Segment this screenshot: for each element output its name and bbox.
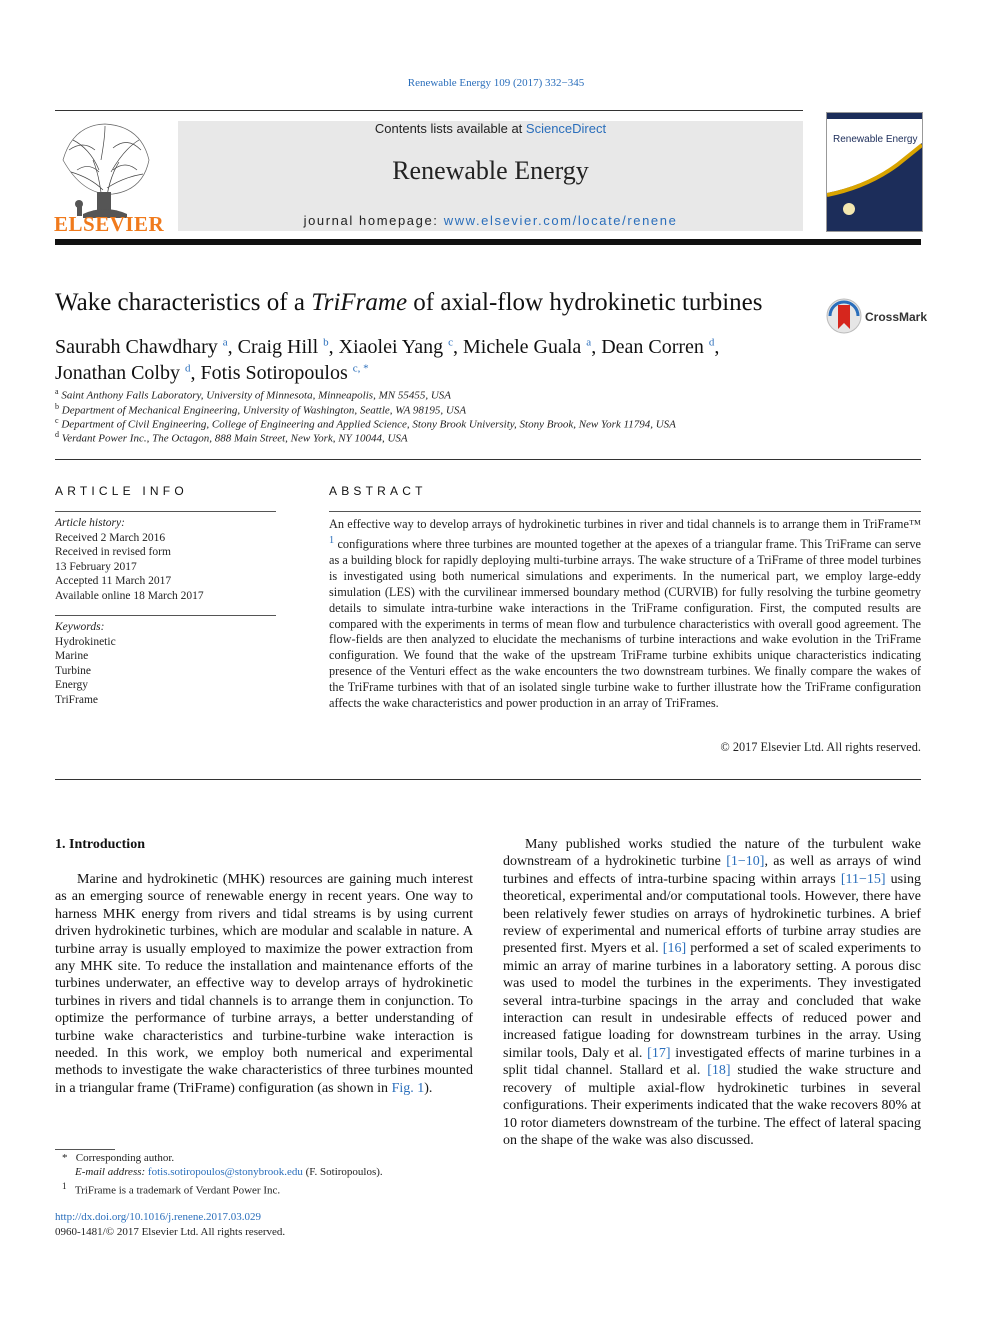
divider bbox=[55, 459, 921, 460]
article-history bbox=[55, 516, 204, 603]
author-affil-link[interactable]: c bbox=[448, 336, 454, 348]
keyword: Hydrokinetic bbox=[55, 635, 116, 648]
header-thick-rule bbox=[55, 239, 921, 245]
author: Dean Corren $^d$, bbox=[601, 335, 720, 358]
contents-line bbox=[178, 121, 803, 136]
homepage-prefix: journal homepage: bbox=[303, 213, 444, 228]
footnote-rule bbox=[55, 1149, 115, 1150]
citation-link[interactable]: [11−15] bbox=[840, 871, 886, 887]
author: Michele Guala $^a$, bbox=[463, 335, 602, 358]
email-link[interactable]: fotis.sotiropoulos@stonybrook.edu bbox=[147, 1166, 303, 1178]
citation-link[interactable]: [16] bbox=[662, 941, 687, 957]
author: Jonathan Colby $^d$, bbox=[55, 362, 201, 385]
doi-link[interactable]: http://dx.doi.org/10.1016/j.renene.2017.03.029 bbox=[55, 1211, 262, 1223]
affiliation: $^a$ Saint Anthony Falls Laboratory, University of Minnesota, Minneapolis, MN 55455, USA bbox=[55, 387, 451, 402]
author: Saurabh Chawdhary $^a$, bbox=[55, 335, 238, 358]
keyword: Marine bbox=[55, 650, 89, 662]
abstract-text: An effective way to develop arrays of hydrokinetic turbines in river and tidal channels is to arrange them in TriFrame™ $^1$ configurations where three turbines are mounted together at the apexes of a triangular frame. This TriFrame can serve as a building block for rapidly deploying multi-turbine arrays. The wake structure of a TriFrame of three model turbines is investigated using both numerical simulations and experiments. In the numerical part, we employ large-eddy simulation (LES) with the curvilinear immersed boundary method (CURVIB) for fully resolving the turbine geometry details to simulate intra-turbine wake interactions in the TriFrame configuration. First, the computed results are compared with the experiments in terms of mean flow and turbulence characteristics with overall good agreement. The flow-fields are then analyzed to elucidate the mechanisms of turbine interactions and wake evolution in the TriFrame configuration. We found that the wake of the upstream TriFrame turbine exhibits unique characteristics indicating presence of the Venturi effect as the wake encounters the two downstream turbines. We finally compare the wakes of the TriFrame turbines with that of an isolated single turbine wake to further illustrate how the TriFrame configuration affects the wake characteristics and power production in an array of TriFrames. bbox=[329, 517, 921, 711]
author: Xiaolei Yang $^c$, bbox=[338, 335, 464, 358]
author-affil-link[interactable]: a bbox=[222, 336, 228, 348]
affiliation: $^c$ Department of Civil Engineering, College of Engineering and Applied Science, Stony Brook University, Stony Brook, New York 11794, USA bbox=[55, 416, 676, 431]
issn-line: 0960-1481/© 2017 Elsevier Ltd. All rights reserved. bbox=[55, 1226, 286, 1238]
history-label: Article history: bbox=[55, 517, 125, 529]
paragraph: Marine and hydrokinetic (MHK) resources are gaining much interest as an emerging source of renewable energy in recent years. One way to harness MHK energy from rivers and tidal streams is by using current driven hydrokinetic turbines, which are modular and scalable in nature. A turbine array is usually employed to maximize the power extraction from any MHK site. To reduce the installation and maintenance efforts of the turbines underwater, an effective way to develop arrays of hydrokinetic turbines in rivers and tidal channels is to arrange them in conjunction. To optimize the performance of turbine arrays, a better understanding of turbine wake characteristics and turbine-turbine wake interaction is needed. In this work, we employ both numerical and experimental methods to investigate the wake characteristics of three turbines mounted in a triangular frame (TriFrame) configuration (as shown in Fig. 1). bbox=[55, 872, 473, 1096]
author-affil-link[interactable]: b bbox=[323, 336, 329, 348]
divider bbox=[55, 779, 921, 780]
abstract-heading: ABSTRACT bbox=[329, 484, 427, 498]
journal-cover-thumbnail[interactable] bbox=[826, 112, 923, 232]
article-info-heading: ARTICLE INFO bbox=[55, 484, 188, 498]
homepage-link[interactable]: www.elsevier.com/locate/renene bbox=[443, 213, 678, 228]
title-part-1: Wake characteristics of a bbox=[55, 289, 312, 316]
citation-link[interactable]: [18] bbox=[707, 1063, 731, 1079]
keyword: Energy bbox=[55, 679, 89, 691]
history-item: Received in revised form bbox=[55, 546, 171, 558]
keyword: TriFrame bbox=[55, 693, 99, 706]
contents-prefix: Contents lists available at bbox=[374, 121, 526, 136]
keywords-label: Keywords: bbox=[55, 621, 105, 633]
title-part-italic: TriFrame bbox=[311, 289, 408, 316]
history-item: Received 2 March 2016 bbox=[55, 531, 166, 544]
abstract-copyright: © 2017 Elsevier Ltd. All rights reserved. bbox=[720, 740, 921, 754]
elsevier-wordmark[interactable]: ELSEVIER bbox=[54, 212, 165, 236]
footnote-ref[interactable]: 1 bbox=[329, 534, 335, 546]
journal-name: Renewable Energy bbox=[392, 156, 589, 185]
keyword: Turbine bbox=[55, 664, 91, 677]
author: Fotis Sotiropoulos $^{c, *}$ bbox=[200, 362, 369, 385]
affiliation: $^b$ Department of Mechanical Engineering, University of Washington, Seattle, WA 98195, USA bbox=[55, 402, 467, 417]
footnote-trademark: $^1$ TriFrame is a trademark of Verdant Power Inc. bbox=[62, 1181, 281, 1197]
homepage-line bbox=[178, 213, 803, 228]
sciencedirect-link[interactable]: ScienceDirect bbox=[525, 121, 607, 136]
history-item: 13 February 2017 bbox=[55, 560, 137, 573]
citation-link[interactable]: [17] bbox=[647, 1045, 671, 1061]
author-affil-link[interactable]: c, * bbox=[352, 362, 369, 375]
section-heading: 1. Introduction bbox=[55, 837, 145, 852]
cover-art bbox=[827, 113, 922, 231]
author-affil-link[interactable]: a bbox=[586, 336, 592, 348]
affiliation: $^d$ Verdant Power Inc., The Octagon, 888 Main Street, New York, NY 10044, USA bbox=[55, 430, 408, 445]
author-list bbox=[55, 331, 775, 384]
divider bbox=[329, 511, 921, 512]
divider bbox=[55, 615, 276, 616]
keywords-block bbox=[55, 620, 116, 707]
author-affil-link[interactable]: d bbox=[708, 336, 715, 348]
history-item: Available online 18 March 2017 bbox=[55, 589, 204, 602]
author: Craig Hill $^b$, bbox=[237, 335, 339, 358]
figure-link[interactable]: Fig. 1 bbox=[391, 1080, 425, 1096]
title-part-2: of axial-flow hydrokinetic turbines bbox=[407, 289, 763, 316]
paper-title bbox=[55, 289, 763, 317]
paragraph: Many published works studied the nature of the turbulent wake downstream of a hydrokinetic turbine [1−10], as well as arrays of wind turbines and effects of intra-turbine spacing within arrays [11−15] using theoretical, experimental and/or computational tools. However, there have been relatively fewer studies on arrays of hydrokinetic turbines. A brief review of experimental and numerical efforts of turbine array studies are presented first. Myers et al. [16] performed a set of scaled experiments to mimic an array of marine turbines in a laboratory setting. A porous disc was used to model the turbines in the experiments. They investigated several intra-turbine spacings in the array and concluded that wake interaction can result in undesirable effects of reduced power and increased fatigue loading for downstream turbines in the array. Using similar tools, Daly et al. [17] investigated effects of marine turbines in a split tidal channel. Stallard et al. [18] studied the wake structure and recovery of multiple axial-flow hydrokinetic turbines in several configurations. Their experiments indicated that the wake recovers 80% at 10 rotor diameters downstream of the turbine. The effect of lateral spacing on the shape of the wake was also discussed. bbox=[503, 837, 922, 1148]
citation-link[interactable]: [1−10] bbox=[726, 854, 765, 870]
crossmark-label[interactable]: CrossMark bbox=[865, 310, 928, 324]
history-item: Accepted 11 March 2017 bbox=[55, 575, 172, 587]
journal-citation[interactable]: Renewable Energy 109 (2017) 332−345 bbox=[407, 77, 585, 89]
footnote-email: E-mail address: fotis.sotiropoulos@stonybrook.edu (F. Sotiropoulos). bbox=[75, 1166, 383, 1178]
author-affil-link[interactable]: d bbox=[185, 362, 191, 375]
body-column-right bbox=[503, 836, 921, 1149]
divider bbox=[55, 511, 276, 512]
body-column-left bbox=[55, 871, 473, 1097]
footnote-corresponding: * Corresponding author. bbox=[62, 1152, 175, 1164]
cover-title: Renewable Energy bbox=[833, 134, 918, 145]
header-rule bbox=[55, 110, 803, 111]
